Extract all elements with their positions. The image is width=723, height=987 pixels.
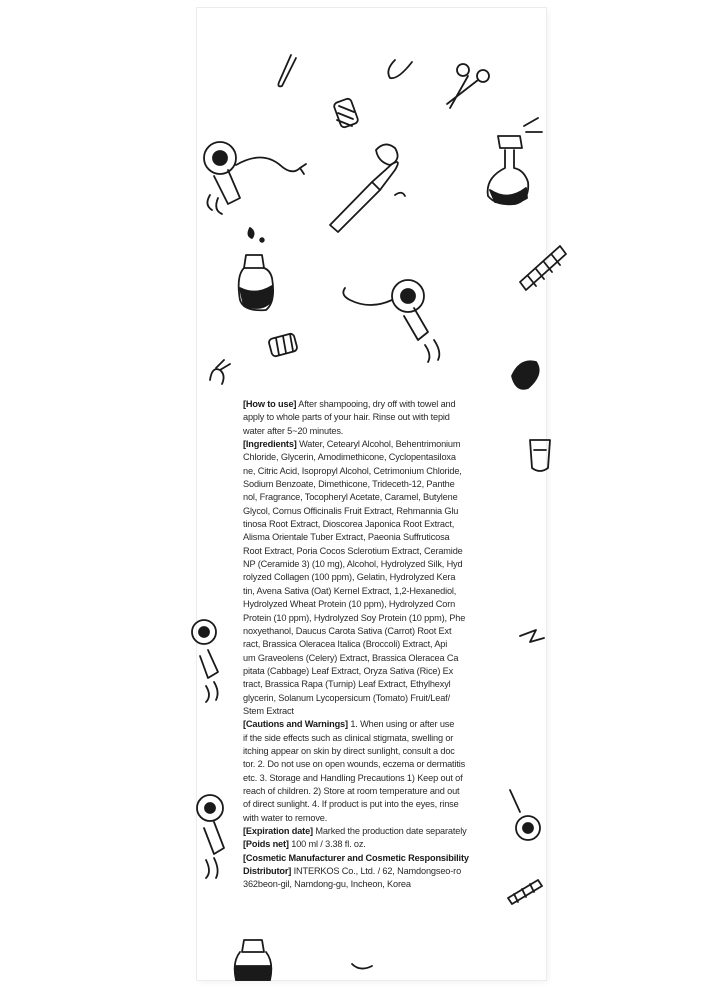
label-line — [243, 411, 519, 424]
label-line-text: 362beon-gil, Namdong-gu, Incheon, Korea — [243, 879, 411, 890]
label-line — [243, 491, 519, 504]
label-line-text: Water, Cetearyl Alcohol, Behentrimonium — [296, 439, 461, 450]
label-line-text: reach of children. 2) Store at room temperature and out — [243, 785, 460, 796]
label-line-text: tinosa Root Extract, Dioscorea Japonica Root Extract, — [243, 519, 455, 530]
label-line — [243, 425, 519, 438]
label-section-heading: [Cautions and Warnings] — [243, 719, 348, 730]
label-line — [243, 718, 519, 731]
label-line-text: ne, Citric Acid, Isopropyl Alcohol, Cetrimonium Chloride, — [243, 465, 462, 476]
label-line-text: itching appear on skin by direct sunlight, consult a doc — [243, 745, 455, 756]
label-line-text: of direct sunlight. 4. If product is put into the eyes, rinse — [243, 799, 459, 810]
label-line-text: noxyethanol, Daucus Carota Sativa (Carrot) Root Ext — [243, 625, 452, 636]
label-line — [243, 558, 519, 571]
label-line — [243, 638, 519, 651]
label-line-text: Marked the production date separately — [312, 826, 467, 836]
label-line-text: um Graveolens (Celery) Extract, Brassica Oleracea Ca — [243, 652, 459, 663]
label-line-text: 1. When using or after use — [347, 719, 455, 730]
label-line-text: glycerin, Solanum Lycopersicum (Tomato) Fruit/Leaf/ — [243, 692, 450, 703]
label-line — [243, 772, 519, 785]
label-line — [243, 652, 519, 665]
label-line — [243, 705, 519, 718]
label-line — [243, 852, 519, 865]
label-line-text: Protein (10 ppm), Hydrolyzed Soy Protein (10 ppm), Phe — [243, 612, 466, 623]
label-line-text: INTERKOS Co., Ltd. / 62, Namdongseo-ro — [291, 866, 462, 877]
label-line-text: etc. 3. Storage and Handling Precautions 1) Keep out of — [243, 772, 463, 783]
label-line-text: Stem Extract — [243, 705, 294, 716]
label-line-text: nol, Fragrance, Tocopheryl Acetate, Caramel, Butylene — [243, 492, 458, 503]
label-line — [243, 678, 519, 691]
label-line-text: 100 ml / 3.38 fl. oz. — [288, 839, 366, 850]
label-line — [243, 732, 519, 745]
label-line — [243, 398, 519, 411]
label-line-text: rolyzed Collagen (100 ppm), Gelatin, Hydrolyzed Kera — [243, 572, 456, 583]
label-line-text: Chloride, Glycerin, Amodimethicone, Cyclopentasiloxa — [243, 452, 456, 463]
label-line — [243, 465, 519, 478]
label-section-heading: [Poids net] — [243, 839, 289, 850]
label-line — [243, 571, 519, 584]
label-section-heading: [Ingredients] — [243, 439, 297, 450]
product-label-text — [243, 398, 519, 892]
label-line-text: Hydrolyzed Wheat Protein (10 ppm), Hydrolyzed Corn — [243, 599, 456, 610]
label-line — [243, 825, 519, 838]
label-line — [243, 451, 519, 464]
label-line — [243, 545, 519, 558]
label-line — [243, 438, 519, 451]
label-line — [243, 865, 519, 878]
label-line — [243, 798, 519, 811]
label-line-text: apply to whole parts of your hair. Rinse out with tepid — [243, 412, 450, 423]
label-line — [243, 625, 519, 638]
label-line — [243, 692, 519, 705]
label-line — [243, 598, 519, 611]
label-line-text: ract, Brassica Oleracea Italica (Broccoli) Extract, Api — [243, 639, 448, 650]
label-section-heading: Distributor] — [243, 866, 292, 877]
label-line-text: Alisma Orientale Tuber Extract, Paeonia Suffruticosa — [243, 532, 450, 543]
label-line — [243, 812, 519, 825]
label-line — [243, 518, 519, 531]
label-line-text: NP (Ceramide 3) (10 mg), Alcohol, Hydrolyzed Silk, Hyd — [243, 559, 463, 570]
label-line — [243, 758, 519, 771]
label-line — [243, 665, 519, 678]
label-line-text: water after 5~20 minutes. — [243, 425, 344, 436]
label-line — [243, 745, 519, 758]
label-line-text: if the side effects such as clinical stigmata, swelling or — [243, 732, 454, 743]
label-line-text: tin, Avena Sativa (Oat) Kernel Extract, 1,2-Hexanediol, — [243, 585, 457, 596]
label-line-text: pitata (Cabbage) Leaf Extract, Oryza Sativa (Rice) Ex — [243, 665, 454, 676]
label-line-text: Sodium Benzoate, Dimethicone, Trideceth-12, Panthe — [243, 479, 455, 490]
label-line — [243, 478, 519, 491]
label-line-text: with water to remove. — [243, 812, 328, 823]
label-line-text: After shampooing, dry off with towel and — [296, 399, 456, 409]
label-line — [243, 878, 519, 891]
label-line-text: Glycol, Cornus Officinalis Fruit Extract, Rehmannia Glu — [243, 505, 459, 516]
label-line — [243, 531, 519, 544]
label-section-heading: [How to use] — [243, 399, 297, 409]
label-line — [243, 585, 519, 598]
label-line-text: Root Extract, Poria Cocos Sclerotium Extract, Ceramide — [243, 545, 463, 556]
label-line-text: tract, Brassica Rapa (Turnip) Leaf Extract, Ethylhexyl — [243, 679, 451, 690]
label-section-heading: [Expiration date] — [243, 826, 313, 836]
label-line — [243, 838, 519, 851]
label-line-text: tor. 2. Do not use on open wounds, eczema or dermatitis — [243, 759, 466, 770]
label-section-heading: [Cosmetic Manufacturer and Cosmetic Responsibility — [243, 852, 469, 863]
label-line — [243, 785, 519, 798]
label-line — [243, 505, 519, 518]
label-line — [243, 612, 519, 625]
